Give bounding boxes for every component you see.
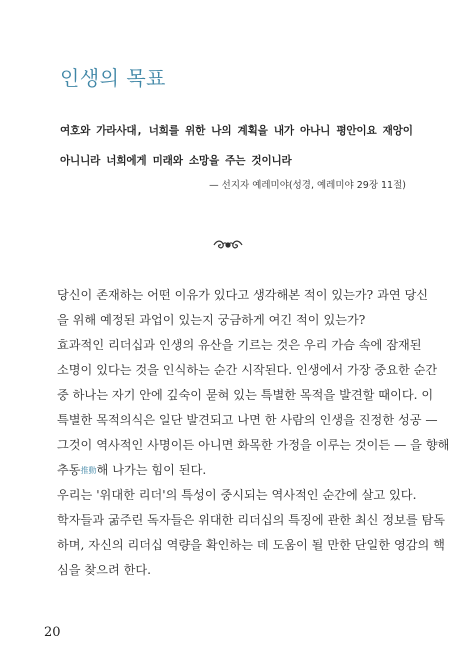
page-number: 20 xyxy=(44,625,61,640)
text-fragment: 추동 xyxy=(57,463,81,477)
text-line: 학자들과 굶주린 독자들은 위대한 리더십의 특징에 관한 최신 정보를 탐독 xyxy=(57,513,446,527)
hanja-annotation: 推動 xyxy=(80,466,97,475)
paragraph xyxy=(45,483,446,583)
text-line: 중 하나는 자기 안에 깊숙이 묻혀 있는 특별한 목적을 발견할 때이다. 이 xyxy=(57,388,434,402)
epigraph-quote xyxy=(60,116,414,176)
text-line: 그것이 역사적인 사명이든 아니면 화목한 가정을 이루는 것이든 — 을 향해 xyxy=(57,438,450,452)
text-line: 효과적인 리더십과 인생의 유산을 기르는 것은 우리 가슴 속에 잠재된 xyxy=(57,338,422,352)
epigraph-line: 아니니라 너희에게 미래와 소망을 주는 것이니라 xyxy=(60,155,292,167)
text-line: 을 위해 예정된 과업이 있는지 궁금하게 여긴 적이 있는가? xyxy=(57,313,366,327)
text-line: 특별한 목적의식은 일단 발견되고 나면 한 사람의 인생을 진정한 성공 — xyxy=(57,413,438,427)
paragraph xyxy=(45,333,450,483)
epigraph-line: 여호와 가라사대, 너희를 위한 나의 계획을 내가 아나니 평안이요 재앙이 xyxy=(60,125,413,137)
text-line: 소명이 있다는 것을 인식하는 순간 시작된다. 인생에서 가장 중요한 순간 xyxy=(57,363,438,377)
text-line: 하며, 자신의 리더십 역량을 확인하는 데 도움이 될 만한 단일한 영감의 핵 xyxy=(57,538,445,552)
body-text xyxy=(45,283,450,583)
chapter-title: 인생의 목표 xyxy=(60,66,166,90)
text-line: 우리는 '위대한 리더'의 특성이 중시되는 역사적인 순간에 살고 있다. xyxy=(57,488,417,502)
epigraph-source: — 선지자 예레미야(성경, 예레미야 29장 11절) xyxy=(209,180,406,191)
text-line: 심을 찾으려 한다. xyxy=(57,563,152,577)
ornament-flourish-icon xyxy=(212,238,244,252)
paragraph xyxy=(45,283,429,333)
text-line: 당신이 존재하는 어떤 이유가 있다고 생각해본 적이 있는가? 과연 당신 xyxy=(57,288,429,302)
text-line xyxy=(45,458,405,483)
text-fragment: 해 나가는 힘이 된다. xyxy=(96,463,207,477)
